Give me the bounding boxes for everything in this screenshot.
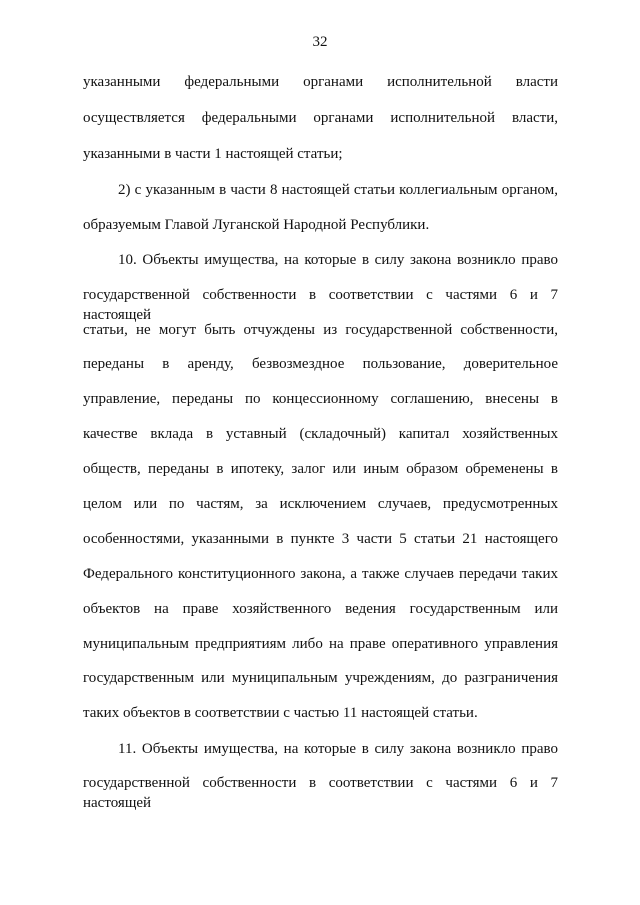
text-line: 2) с указанным в части 8 настоящей статьи коллегиальным органом, bbox=[118, 182, 558, 198]
text-line: переданы в аренду, безвозмездное пользование, доверительное bbox=[83, 356, 558, 372]
text-line: Федерального конституционного закона, а также случаев передачи таких bbox=[83, 566, 558, 582]
text-line: качестве вклада в уставный (складочный) капитал хозяйственных bbox=[83, 426, 558, 442]
text-line: таких объектов в соответствии с частью 11 настоящей статьи. bbox=[83, 705, 478, 721]
text-line: целом или по частям, за исключением случаев, предусмотренных bbox=[83, 496, 558, 512]
text-line: обществ, переданы в ипотеку, залог или иным образом обременены в bbox=[83, 461, 558, 477]
text-line: государственной собственности в соответствии с частями 6 и 7 настоящей bbox=[83, 775, 558, 811]
text-line: 11. Объекты имущества, на которые в силу закона возникло право bbox=[118, 741, 558, 757]
text-line: статьи, не могут быть отчуждены из государственной собственности, bbox=[83, 322, 558, 338]
text-line: особенностями, указанными в пункте 3 части 5 статьи 21 настоящего bbox=[83, 531, 558, 547]
text-line: 10. Объекты имущества, на которые в силу закона возникло право bbox=[118, 252, 558, 268]
page-number: 32 bbox=[312, 34, 328, 50]
text-line: образуемым Главой Луганской Народной Республики. bbox=[83, 217, 430, 233]
text-line: государственным или муниципальным учреждениям, до разграничения bbox=[83, 670, 558, 686]
text-line: указанными в части 1 настоящей статьи; bbox=[83, 146, 343, 162]
text-line: управление, переданы по концессионному соглашению, внесены в bbox=[83, 391, 558, 407]
text-line: объектов на праве хозяйственного ведения государственным или bbox=[83, 601, 558, 617]
text-line: осуществляется федеральными органами исполнительной власти, bbox=[83, 110, 558, 126]
text-line: государственной собственности в соответствии с частями 6 и 7 настоящей bbox=[83, 287, 558, 323]
text-line: муниципальным предприятиям либо на праве оперативного управления bbox=[83, 636, 558, 652]
text-line: указанными федеральными органами исполнительной власти bbox=[83, 74, 558, 90]
